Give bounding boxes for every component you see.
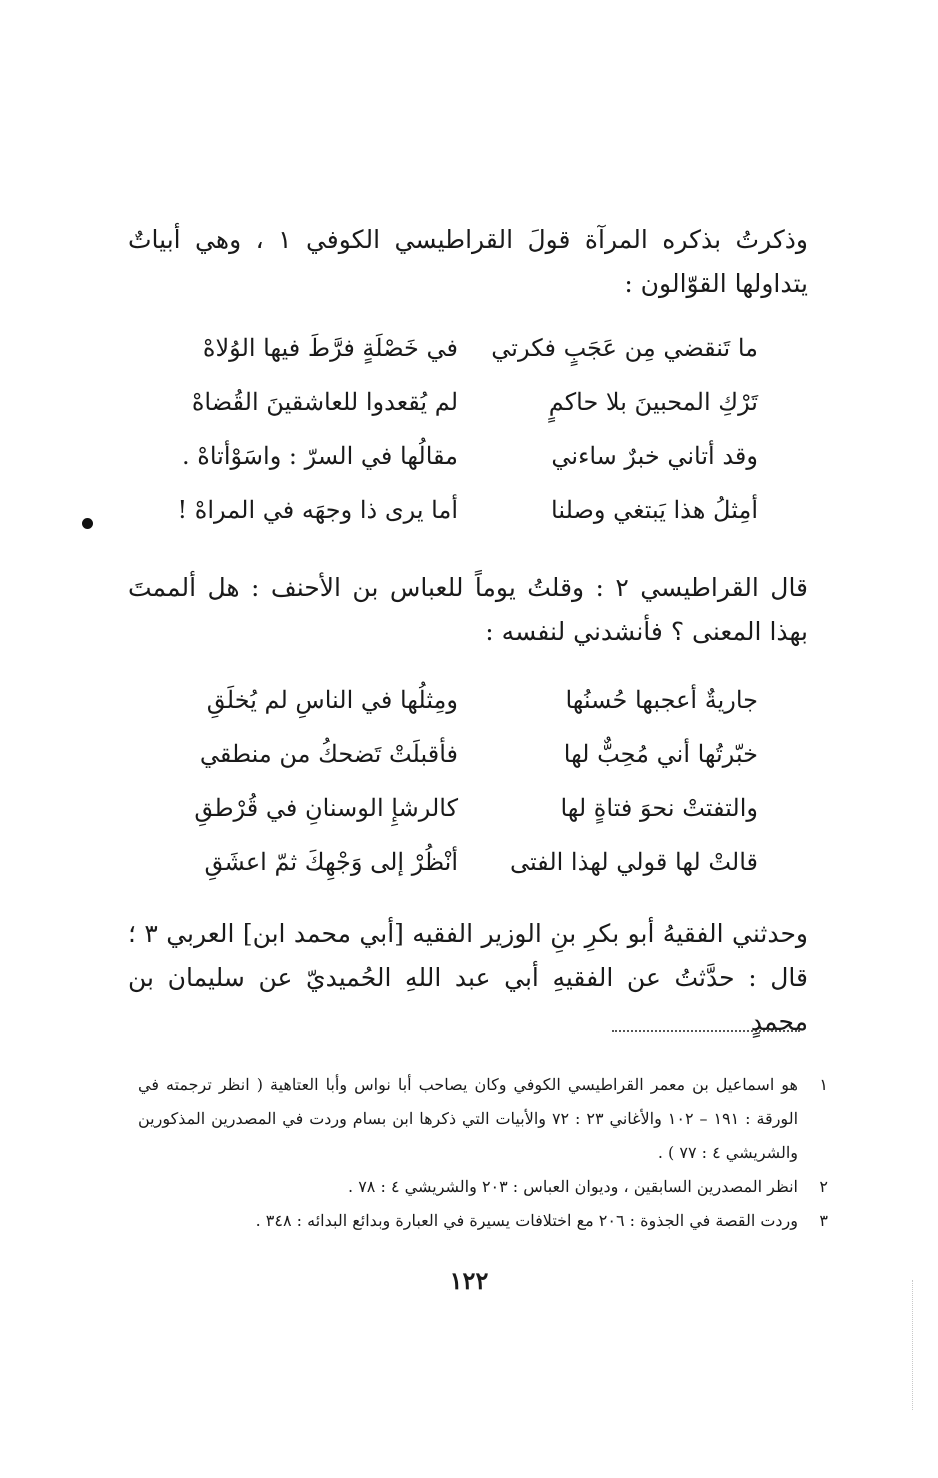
footnote: [138, 1170, 828, 1204]
verse-first-hemistich: تَرْكِ المحبينَ بلا حاكمٍ: [548, 388, 758, 416]
verse: [128, 682, 808, 736]
verse-second-hemistich: في خَصْلَةٍ فرَّطَ فيها الوُلاهْ: [202, 334, 458, 362]
footnote-separator: [612, 1030, 800, 1032]
footnote-number: ٢: [819, 1177, 828, 1196]
poem-qaratisi: [128, 330, 808, 546]
footnote-number: ٣: [819, 1211, 828, 1230]
paragraph-abbas: قال القراطيسي ٢ : وقلتُ يوماً للعباس بن الأحنف : هل ألممتَ بهذا المعنى ؟ فأنشدني لنفسه :: [128, 573, 809, 646]
footnotes: [138, 1068, 828, 1238]
verse-first-hemistich: وقد أتاني خبرٌ ساءني: [551, 442, 758, 470]
margin-dot: [82, 518, 93, 529]
footnote: [138, 1204, 828, 1238]
verse-first-hemistich: ما تَنقضي مِن عَجَبٍ فكرتي: [491, 334, 758, 362]
verse-second-hemistich: كالرشإِ الوسنانِ في قُرْطقِ: [194, 794, 458, 822]
verse: [128, 330, 808, 384]
scan-edge-marks: [912, 1280, 927, 1410]
paragraph-intro: وذكرتُ بذكره المرآة قولَ القراطيسي الكوفي ١ ، وهي أبياتٌ يتداولها القوّالون :: [128, 225, 808, 298]
verse-second-hemistich: أما يرى ذا وجهَه في المراهْ !: [177, 496, 458, 524]
paragraph-humaydi: وحدثني الفقيهُ أبو بكرِ بنِ الوزير الفقيه [أبي محمد ابن] العربي ٣ ؛ قال : حدَّثتُ عن الفقيهِ أبي عبد اللهِ الحُميديّ عن سليمان بن محمدٍ: [128, 919, 808, 1036]
verse: [128, 844, 808, 898]
verse-first-hemistich: جاريةٌ أعجبها حُسنُها: [565, 686, 758, 714]
verse-first-hemistich: أمِثلُ هذا يَبتغي وصلنا: [551, 496, 758, 524]
verse-second-hemistich: فأقبلَتْ تَضحكُ من منطقي: [199, 740, 458, 768]
verse-first-hemistich: خبّرتُها أني مُحِبٌّ لها: [563, 740, 758, 768]
verse: [128, 438, 808, 492]
verse-second-hemistich: أنْظُرْ إلى وَجْهِكَ ثمّ اعشَقِ: [204, 848, 458, 876]
verse: [128, 492, 808, 546]
verse-first-hemistich: والتفتتْ نحوَ فتاةٍ لها: [560, 794, 758, 822]
footnote-text: هو اسماعيل بن معمر القراطيسي الكوفي وكان يصاحب أبا نواس وأبا العتاهية ( انظر ترجمته في الورقة : ١٩١ – ١٠٢ والأغاني ٢٣ : ٧٢ والأبيات التي ذكرها ابن بسام وردت في المصدرين المذكورين والشريشي ٤ : ٧٧ ) .: [138, 1075, 799, 1162]
footnote-text: وردت القصة في الجذوة : ٢٠٦ مع اختلافات يسيرة في العبارة وبدائع البدائه : ٣٤٨ .: [255, 1211, 798, 1230]
poem-abbas: [128, 682, 808, 898]
verse: [128, 736, 808, 790]
verse: [128, 384, 808, 438]
verse-second-hemistich: مقالُها في السرّ : واسَوْأتاهْ .: [182, 442, 458, 470]
verse: [128, 790, 808, 844]
footnote: [138, 1068, 828, 1170]
verse-first-hemistich: قالتْ لها قولي لهذا الفتى: [509, 848, 758, 876]
footnote-text: انظر المصدرين السابقين ، وديوان العباس : ٢٠٣ والشريشي ٤ : ٧٨ .: [348, 1177, 798, 1196]
verse-second-hemistich: لم يُقعدوا للعاشقينَ القُضاهْ: [191, 388, 458, 416]
page-number: ١٢٢: [449, 1266, 489, 1295]
verse-second-hemistich: ومِثلُها في الناسِ لم يُخلَقِ: [206, 686, 458, 714]
footnote-number: ١: [819, 1075, 828, 1094]
